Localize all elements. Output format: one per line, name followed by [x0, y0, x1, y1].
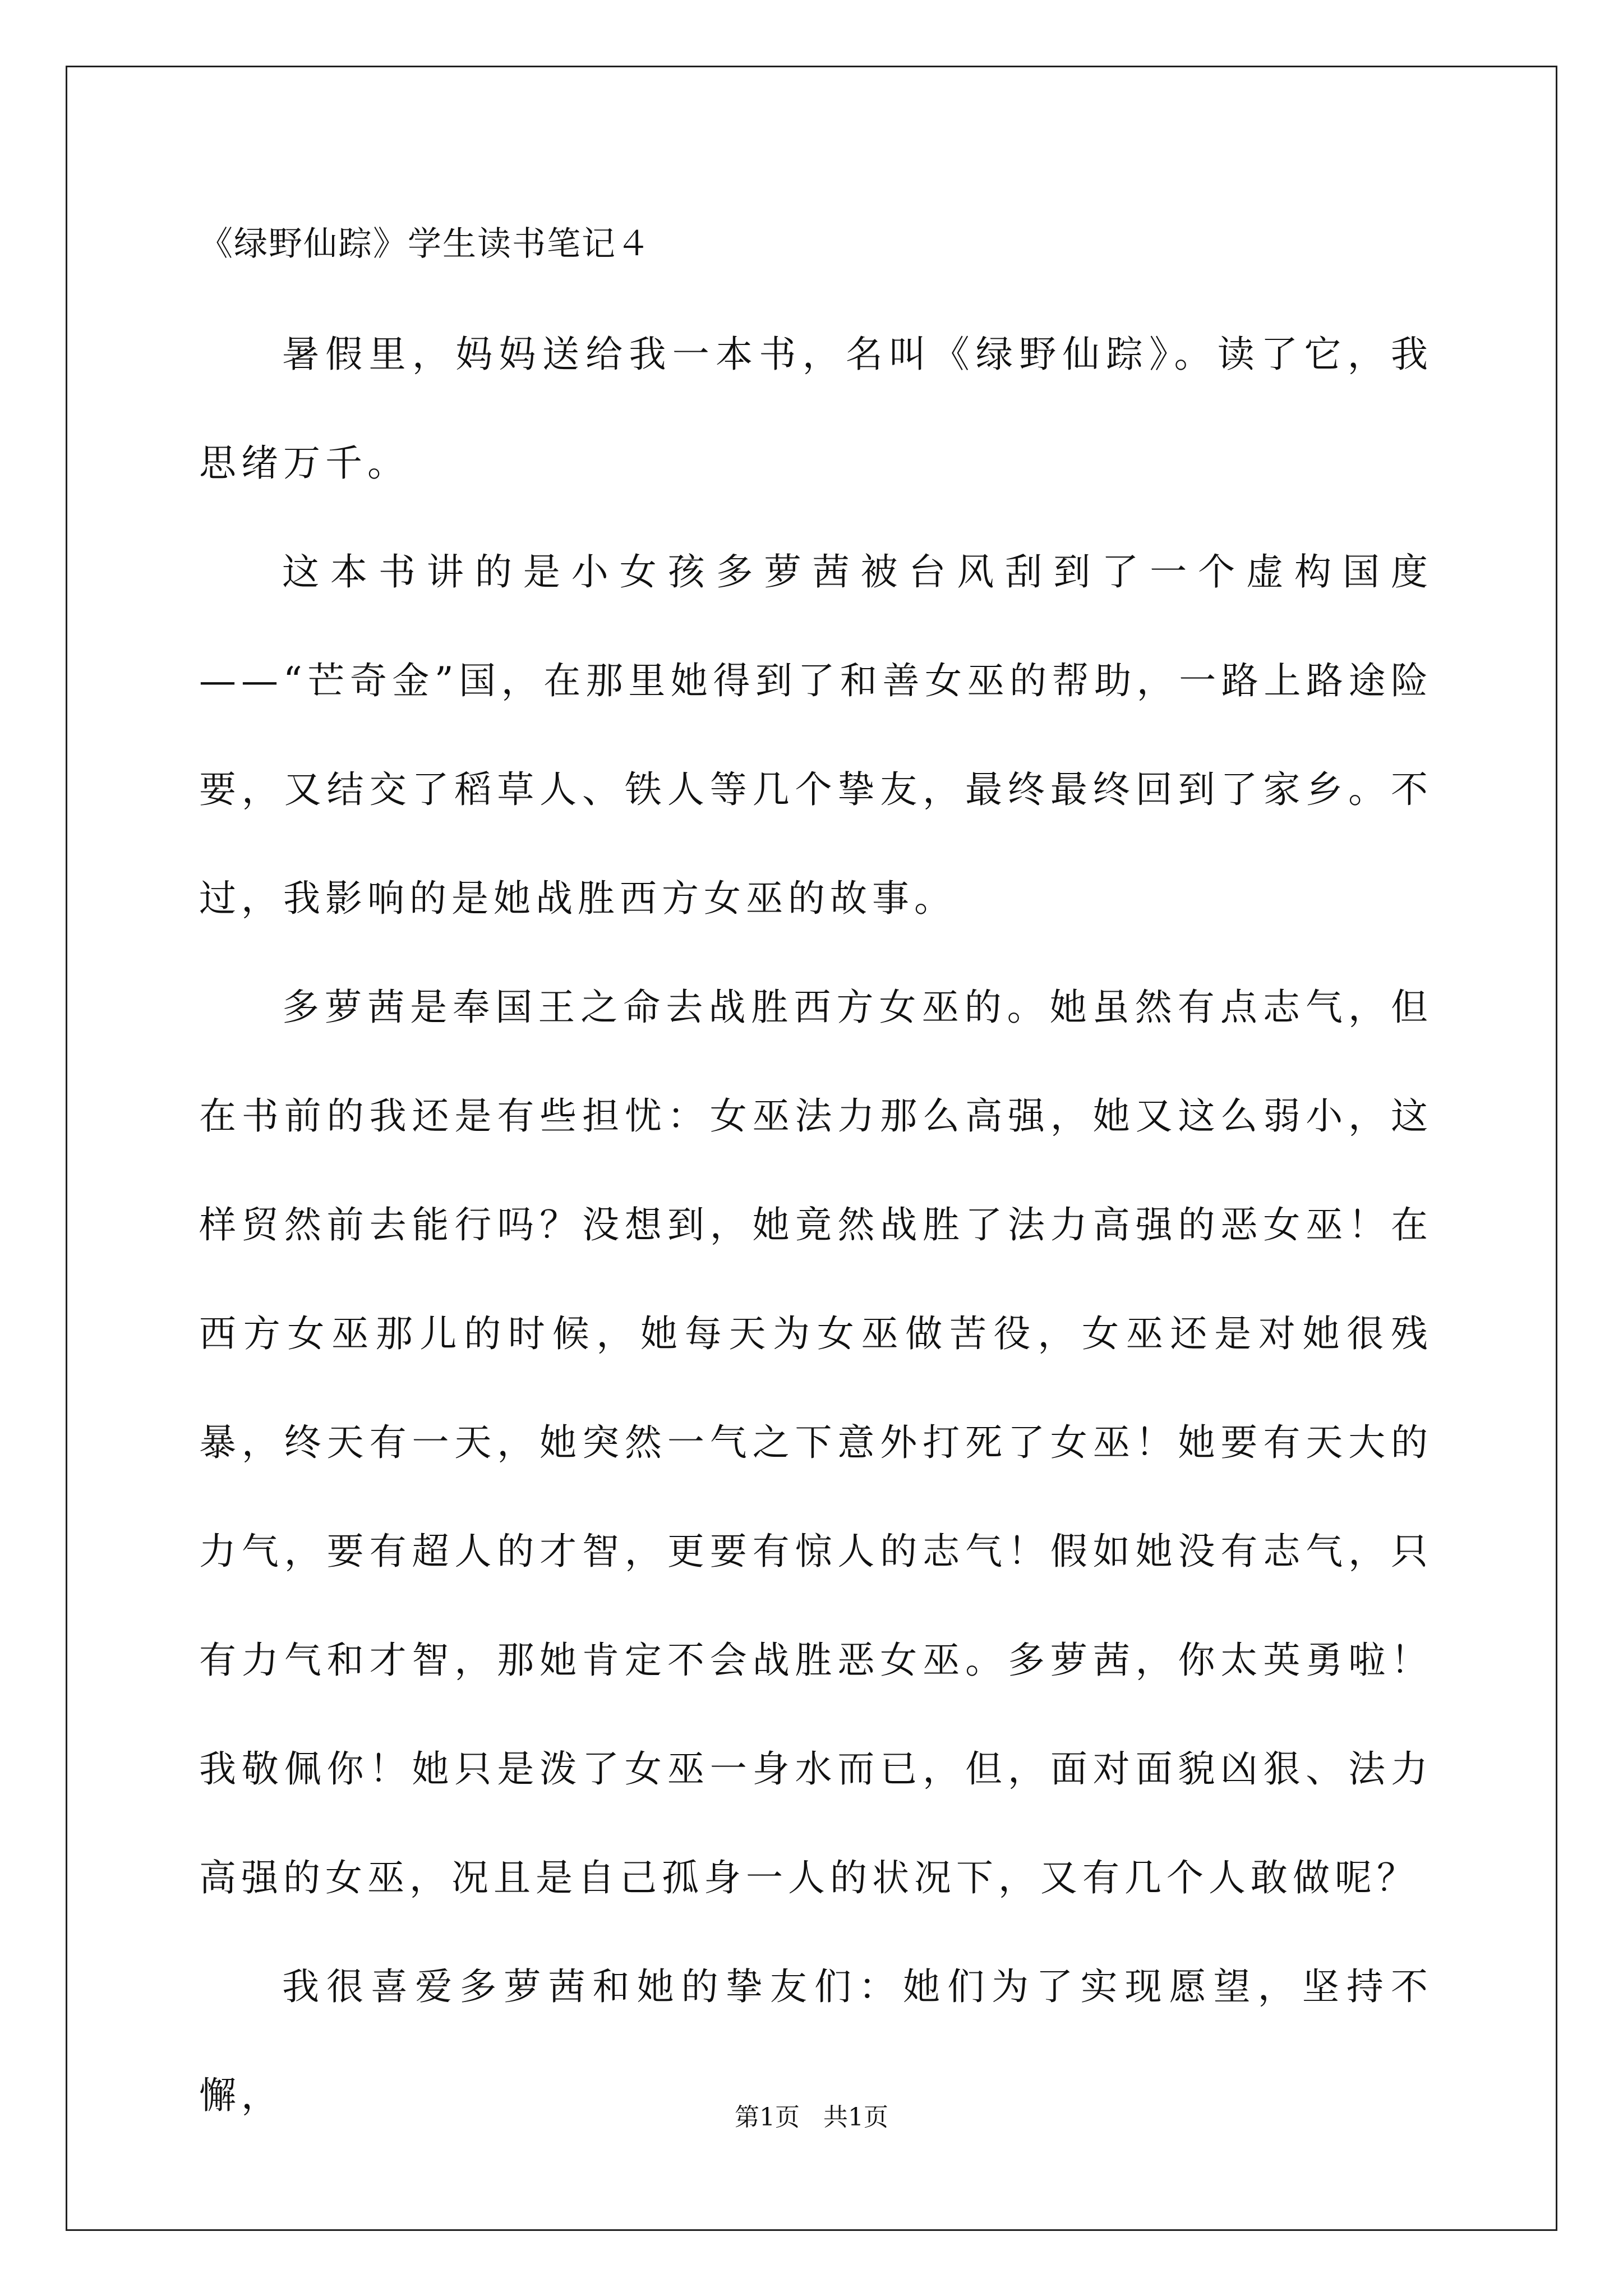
- paragraph-3: 多萝茜是奉国王之命去战胜西方女巫的。她虽然有点志气，但在书前的我还是有些担忧：女巫法力那么高强，她又这么弱小，这样贸然前去能行吗？没想到，她竟然战胜了法力高强的恶女巫！在西方女巫那儿的时候，她每天为女巫做苦役，女巫还是对她很残暴，终天有一天，她突然一气之下意外打死了女巫！她要有天大的力气，要有超人的才智，更要有惊人的志气！假如她没有志气，只有力气和才智，那她肯定不会战胜恶女巫。多萝茜，你太英勇啦！我敬佩你！她只是泼了女巫一身水而已，但，面对面貌凶狠、法力高强的女巫，况且是自己孤身一人的状况下，又有几个人敢做呢？: [199, 986, 1433, 1899]
- paragraph-1: 暑假里，妈妈送给我一本书，名叫《绿野仙踪》。读了它，我思绪万千。: [199, 333, 1433, 485]
- paragraph-4: 我很喜爱多萝茜和她的挚友们：她们为了实现愿望，坚持不懈，: [199, 1965, 1433, 2117]
- page-footer: 第1页 共1页: [735, 2103, 888, 2132]
- document-title: 《绿野仙踪》学生读书笔记４: [199, 224, 651, 264]
- document-body: [199, 300, 1433, 2150]
- paragraph-2: 这本书讲的是小女孩多萝茜被台风刮到了一个虚构国度——“芒奇金”国，在那里她得到了和善女巫的帮助，一路上路途险要，又结交了稻草人、铁人等几个挚友，最终最终回到了家乡。不过，我影响的是她战胜西方女巫的故事。: [199, 550, 1433, 920]
